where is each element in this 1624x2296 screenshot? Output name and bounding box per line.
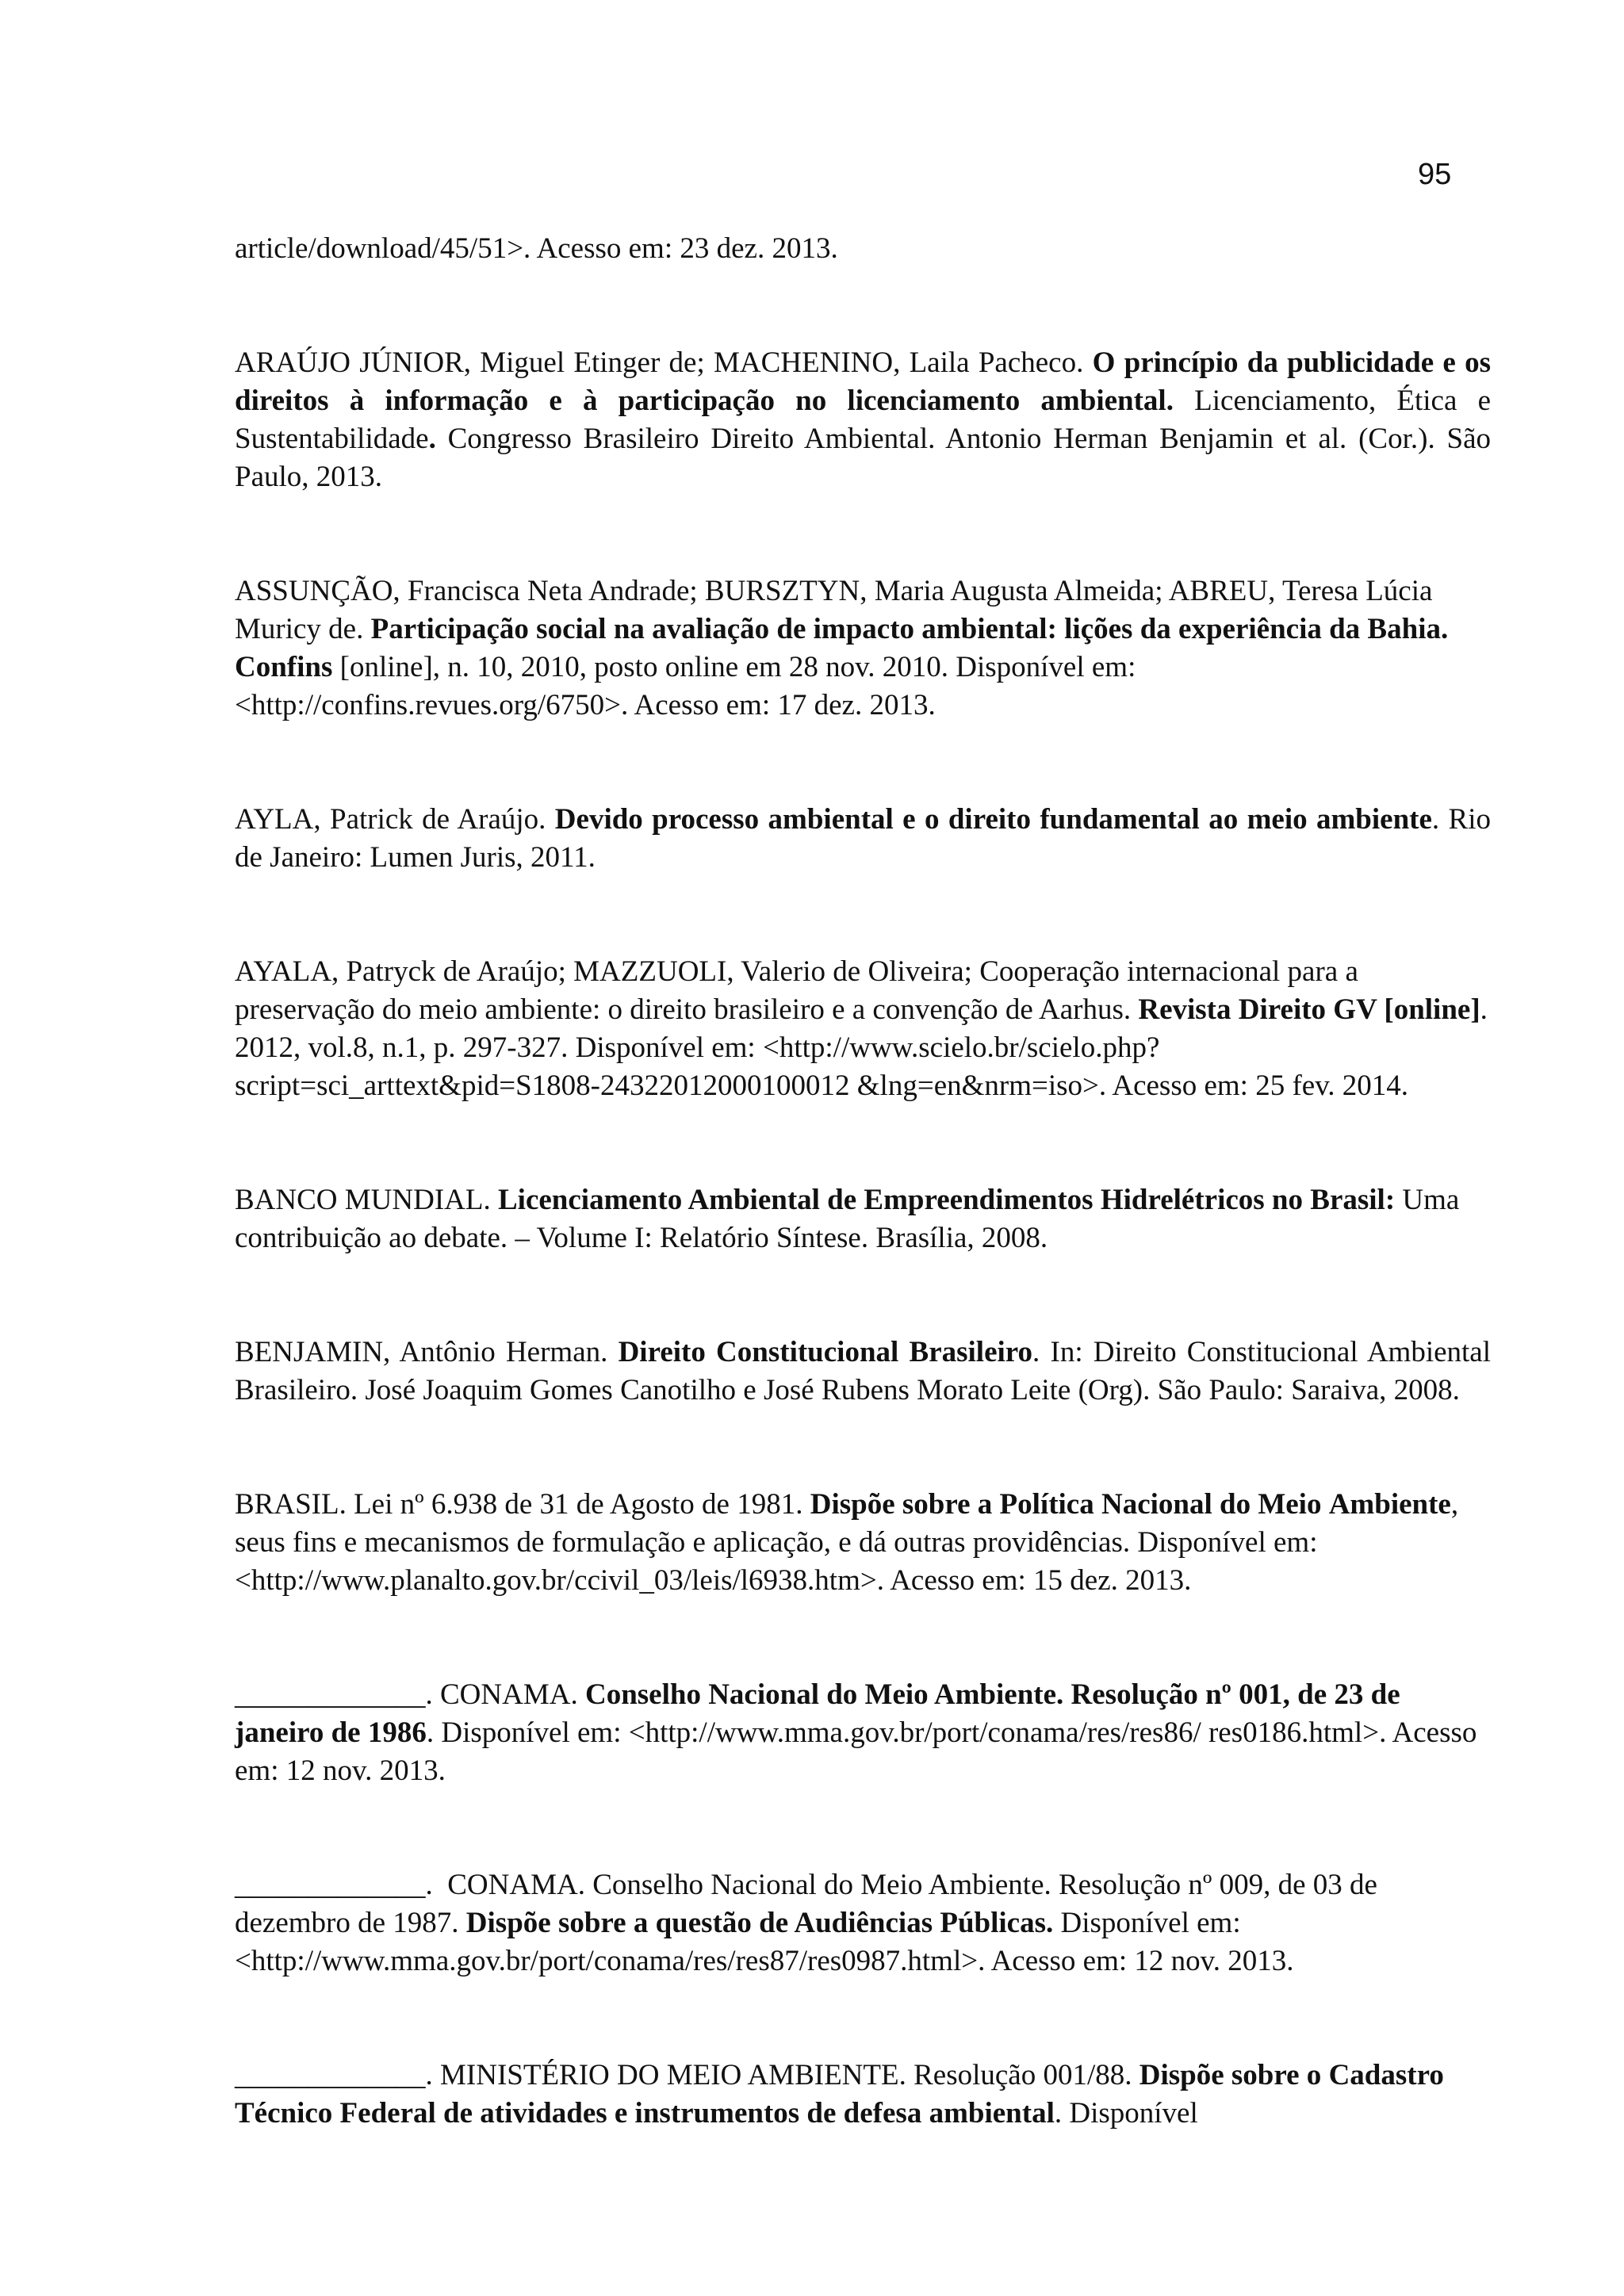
- reference-bold-text: Revista: [1138, 993, 1231, 1026]
- reference-entry: [235, 344, 1499, 496]
- page-number: 95: [1418, 158, 1452, 191]
- reference-text: Licenciamento, Ética e Sustentabilidade: [235, 385, 1499, 455]
- reference-entry: [235, 1181, 1491, 1257]
- reference-bold-text: Direito GV [online]: [1238, 993, 1480, 1026]
- reference-text: <http://www.mma.gov.br/port/conama/res/res87/res0987.html>. Acesso em: 12 nov. 2013.: [235, 1945, 1294, 1977]
- reference-text: Congresso Brasileiro Direito Ambiental. Antonio: [435, 423, 1042, 455]
- reference-text: &lng=en&nrm=iso>. Acesso em: 25 fev. 2014.: [856, 1070, 1409, 1102]
- reference-entry: [235, 1486, 1491, 1600]
- reference-bold-text: Licenciamento Ambiental de Empreendimentos Hidrelétricos no: [497, 1184, 1304, 1216]
- reference-text: Disponível em: <http://www.planalto.gov.br/ccivil_03/leis/l6938.htm>. Acesso em: 15 dez.: [235, 1526, 1325, 1597]
- reference-bold-text: Participação social na avaliação de impacto ambiental: lições da: [370, 613, 1171, 645]
- reference-text: AYALA, Patryck de Araújo; MAZZUOLI, Valerio de Oliveira; Cooperação internacional para: [235, 955, 1339, 988]
- reference-bold-text: Devido processo ambiental e o direito fundamental ao meio: [554, 803, 1308, 836]
- reference-list: [235, 230, 1499, 2209]
- reference-entry: [235, 2057, 1491, 2133]
- reference-text: Teresa Lúcia Muricy de.: [235, 575, 1440, 645]
- reference-text: ARAÚJO JÚNIOR, Miguel Etinger de; MACHENINO, Laila Pacheco.: [235, 346, 1093, 379]
- reference-bold-text: Dispõe sobre a questão de Audiências Públicas.: [465, 1907, 1054, 1939]
- reference-text: . Rio de Janeiro: Lumen Juris, 2011.: [235, 803, 1499, 874]
- reference-text: . 2012, vol.8, n.1, p. 297-327. Disponível em:: [235, 993, 1496, 1064]
- reference-bold-text: Brasil:: [1310, 1184, 1396, 1216]
- reference-bold-text: Cadastro Técnico Federal de atividades e instrumentos de defesa ambiental: [235, 2059, 1451, 2130]
- reference-entry: [235, 1866, 1491, 1980]
- reference-text: BENJAMIN, Antônio Herman.: [235, 1336, 619, 1368]
- reference-entry: [235, 953, 1496, 1105]
- reference-text: . Disponível: [1054, 2097, 1198, 2130]
- reference-text: _____________. MINISTÉRIO DO MEIO AMBIENTE. Resolução 001/88.: [235, 2059, 1139, 2091]
- reference-bold-text: publicidade e os direitos à informação e à participação no licenciamento ambiental.: [235, 346, 1499, 417]
- reference-bold-text: .: [428, 423, 436, 455]
- reference-text: [online], n. 10, 2010, posto online em 28 nov. 2010.: [332, 651, 948, 683]
- reference-text: Ambiental Brasileiro. José Joaquim Gomes Canotilho e José Rubens Morato Leite (Org). São: [235, 1336, 1499, 1406]
- reference-bold-text: ambiente: [1316, 803, 1432, 836]
- reference-entry: [235, 1334, 1499, 1410]
- reference-text: Uma contribuição ao debate. – Volume I: Relatório Síntese. Brasília, 2008.: [235, 1184, 1467, 1254]
- reference-bold-text: Ambiente: [1328, 1488, 1451, 1521]
- reference-bold-text: Dispõe sobre o: [1139, 2059, 1322, 2091]
- reference-text: . Disponível em: <http://www.mma.gov.br/port/conama/res/res86/: [426, 1716, 1201, 1749]
- reference-text: Paulo: Saraiva, 2008.: [1208, 1374, 1460, 1406]
- reference-text: <http://www.scielo.br/scielo.php?script=sci_arttext&pid=S1808-24322012000100012: [235, 1031, 1160, 1102]
- reference-text: AYLA, Patrick de Araújo.: [235, 803, 555, 836]
- reference-text: _____________. CONAMA.: [235, 1678, 585, 1711]
- reference-text: BANCO MUNDIAL.: [235, 1184, 498, 1216]
- reference-text: _____________. CONAMA. Conselho Nacional do Meio Ambiente. Resolução nº 009, de 03: [235, 1869, 1342, 1901]
- reference-bold-text: Direito Constitucional Brasileiro: [618, 1336, 1033, 1368]
- reference-entry: [235, 230, 1491, 268]
- reference-text: a preservação do meio ambiente: o direito brasileiro e a convenção de Aarhus.: [235, 955, 1366, 1026]
- reference-entry: [235, 801, 1499, 877]
- reference-entry: [235, 1676, 1491, 1790]
- reference-text: 2013.: [1125, 1564, 1192, 1597]
- reference-text: ASSUNÇÃO, Francisca Neta Andrade; BURSZTYN, Maria Augusta Almeida; ABREU,: [235, 575, 1276, 607]
- reference-text: de dezembro de 1987.: [235, 1869, 1385, 1939]
- reference-bold-text: Conselho Nacional do Meio Ambiente. Resolução nº 001, de: [584, 1678, 1327, 1711]
- reference-bold-text: Dispõe sobre a Política Nacional do Meio: [810, 1488, 1322, 1521]
- reference-text: , seus fins e mecanismos de formulação e aplicação, e dá outras providências.: [235, 1488, 1466, 1559]
- reference-bold-text: O princípio da: [1092, 346, 1278, 379]
- reference-text: res0186.html>. Acesso em: 12 nov. 2013.: [235, 1716, 1484, 1787]
- reference-bold-text: experiência da Bahia. Confins: [235, 613, 1456, 683]
- reference-bold-text: 23 de janeiro de 1986: [235, 1678, 1408, 1749]
- reference-text: BRASIL. Lei nº 6.938 de 31 de Agosto de 1981.: [235, 1488, 810, 1521]
- reference-text: Disponível em: <http://confins.revues.org/6750>. Acesso em: 17 dez. 2013.: [235, 651, 1143, 721]
- reference-text: Disponível em:: [1053, 1907, 1241, 1939]
- reference-text: Herman Benjamin et al. (Cor.). São Paulo, 2013.: [235, 423, 1499, 493]
- reference-text: article/download/45/51>. Acesso em: 23 dez. 2013.: [235, 232, 838, 265]
- reference-text: . In: Direito Constitucional: [1032, 1336, 1358, 1368]
- reference-entry: [235, 572, 1491, 725]
